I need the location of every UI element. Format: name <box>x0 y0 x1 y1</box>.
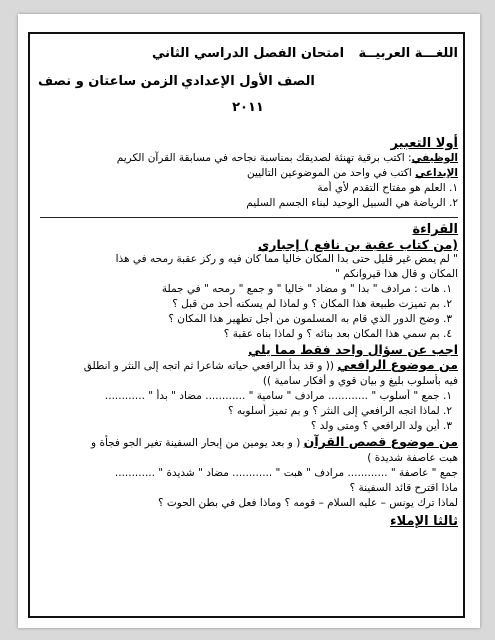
passage-line-2: المكان و قال هذا قيروانكم " <box>335 268 458 280</box>
creative-task <box>40 166 458 181</box>
exam-content <box>40 136 458 529</box>
exam-header <box>38 44 458 122</box>
book-heading: (من كتاب عقبة بن نافع ) إجباري <box>257 237 458 252</box>
quran-heading: من موضوع قصص القرآن <box>303 434 458 449</box>
topic-1: ١. العلم هو مفتاح التقدم لأي أمة <box>317 182 458 194</box>
question-1: ١. هات : مرادف " بدا " و مضاد " خاليا " و جمع " رمحه " في جملة <box>161 283 452 295</box>
question-4: ٤. بم سمي هذا المكان بعد بنائه ؟ و لماذا بناه عقبة ؟ <box>223 328 452 340</box>
time-label: الزمن ساعتان و نصف <box>38 74 178 89</box>
creative-label: الإبداعي <box>415 167 458 179</box>
quran-passage-text: ( و بعد يومين من إبحار السفينة تغير الجو فجأة و <box>91 437 304 449</box>
rafie-question-3: ٣. أين ولد الرافعي ؟ ومتى ولد ؟ <box>310 420 452 432</box>
rafie-heading: من موضوع الرافعي <box>337 357 458 372</box>
section-title-expression: أولا التعبير <box>390 136 458 151</box>
choice-instruction: اجب عن سؤال واحد فقط مما يلي <box>248 342 458 357</box>
question-3: ٣. وضح الدور الذي قام به المسلمون من أجل تطهير هذا المكان ؟ <box>168 313 452 325</box>
rafie-passage-text: (( و قد بدأ الرافعي حياته شاعرا ثم اتجه إلى النثر و انطلق <box>83 360 338 372</box>
quran-passage-line-1 <box>40 434 458 451</box>
quran-question-2: ماذا اقترح قائد السفينة ؟ <box>349 482 458 494</box>
section-title-dictation: ثالثا الإملاء <box>389 514 458 529</box>
functional-task <box>40 151 458 166</box>
creative-text: اكتب في واحد من الموضوعين التاليين <box>246 167 416 179</box>
divider <box>40 217 458 218</box>
exam-page <box>18 14 480 628</box>
section-title-reading: القراءة <box>412 222 458 237</box>
subject-label: اللغـــة العربيــة <box>358 46 458 61</box>
exam-year: ٢٠١١ <box>232 100 264 115</box>
exam-title: امتحان الفصل الدراسي الثاني <box>151 46 345 61</box>
rafie-question-2: ٢. لماذا اتجه الرافعي إلى النثر ؟ و بم تميز أسلوبه ؟ <box>227 405 452 417</box>
passage-line-1: " لم يمض غير قليل حتى بدا المكان خاليا مما كان فيه و ركز عقبة رمحه في هذا <box>115 253 458 265</box>
rafie-passage-line-1 <box>40 357 458 374</box>
quran-question-3: لماذا ترك يونس – عليه السلام – قومه ؟ وماذا فعل في بطن الحوت ؟ <box>158 497 458 509</box>
rafie-passage-line-2: فيه بأسلوب بليغ و بيان قوي و أفكار سامية )) <box>262 375 458 387</box>
rafie-question-1: ١. جمع " أسلوب " ............ مرادف " سامية " ............ مضاد " بدأ " ............ <box>104 390 452 402</box>
quran-question-1: جمع " عاصفة " ............ مرادف " هبت " ............ مضاد " شديدة " ............ <box>114 467 458 479</box>
quran-passage-line-2: هبت عاصفة شديدة ) <box>367 452 458 464</box>
question-2: ٢. بم تميزت طبيعة هذا المكان ؟ و لماذا لم يسكنه أحد من قبل ؟ <box>172 298 452 310</box>
topic-2: ٢. الرياضة هي السبيل الوحيد لبناء الجسم السليم <box>246 197 458 209</box>
functional-label: الوظيفي <box>411 152 458 164</box>
functional-text: : اكتب برقية تهنئة لصديقك بمناسبة نجاحه في مسابقة القرآن الكريم <box>116 152 412 164</box>
grade-label: الصف الأول الإعدادي <box>181 74 315 89</box>
